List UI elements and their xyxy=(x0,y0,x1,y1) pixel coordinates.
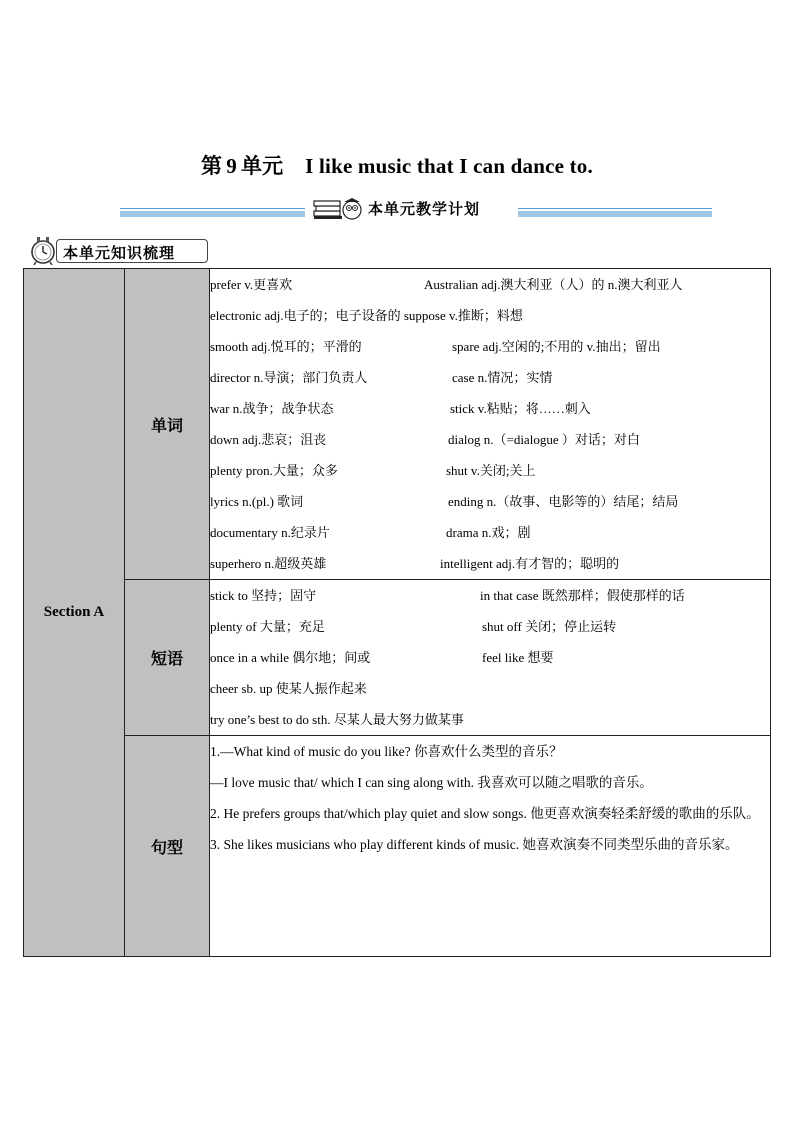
phrase-line: cheer sb. up 使某人振作起来 xyxy=(210,681,367,696)
teaching-plan-banner xyxy=(120,196,712,222)
section-tag-box xyxy=(56,239,208,263)
word-line: electronic adj.电子的；电子设备的 suppose v.推断；料想 xyxy=(210,308,523,323)
word-line: plenty pron.大量；众多 shut v.关闭;关上 xyxy=(210,463,536,478)
banner-line-left xyxy=(120,211,305,217)
unit-suffix: 单元 xyxy=(240,154,284,178)
word-line: prefer v.更喜欢 Australian adj.澳大利亚（人）的 n.澳大利亚人 xyxy=(210,277,683,292)
sentences-content xyxy=(210,736,771,957)
word-line: war n.战争；战争状态 stick v.粘贴；将……刺入 xyxy=(210,401,591,416)
phrase-line: stick to 坚持；固守 in that case 既然那样；假使那样的话 xyxy=(210,588,685,603)
word-line: smooth adj.悦耳的；平滑的 spare adj.空闲的;不用的 v.抽出；留出 xyxy=(210,339,661,354)
words-content xyxy=(210,269,771,580)
word-line: director n.导演；部门负责人 case n.情况；实情 xyxy=(210,370,553,385)
banner-title: 本单元教学计划 xyxy=(368,200,481,218)
phrases-label: 短语 xyxy=(125,580,210,736)
section-label: Section A xyxy=(24,269,125,957)
phrase-line: once in a while 偶尔地；间或 feel like 想要 xyxy=(210,650,554,665)
section-tag-label: 本单元知识梳理 xyxy=(63,244,176,262)
sentence-line: 3. She likes musicians who play different kinds of music. 她喜欢演奏不同类型乐曲的音乐家。 xyxy=(210,837,739,852)
unit-title xyxy=(0,150,794,180)
books-owl-icon xyxy=(312,197,366,221)
word-line: superhero n.超级英雄 intelligent adj.有才智的；聪明的 xyxy=(210,556,620,571)
sentence-line: 1.—What kind of music do you like? 你喜欢什么类型的音乐？ xyxy=(210,744,563,759)
word-line: documentary n.纪录片 drama n.戏；剧 xyxy=(210,525,531,540)
phrases-content xyxy=(210,580,771,736)
unit-title-text: I like music that I can dance to. xyxy=(305,154,593,178)
words-row xyxy=(24,269,771,580)
knowledge-table xyxy=(23,268,771,957)
unit-number: 9 xyxy=(226,154,237,178)
unit-label: 第 xyxy=(201,154,223,178)
phrase-line: plenty of 大量；充足 shut off 关闭；停止运转 xyxy=(210,619,617,634)
word-line: down adj.悲哀；沮丧 dialog n.（=dialogue ）对话；对白 xyxy=(210,432,640,447)
words-label: 单词 xyxy=(125,269,210,580)
phrases-row xyxy=(24,580,771,736)
knowledge-section-tag xyxy=(26,235,211,265)
phrase-line: try one’s best to do sth. 尽某人最大努力做某事 xyxy=(210,712,464,727)
clock-icon xyxy=(26,235,64,265)
sentences-label: 句型 xyxy=(125,736,210,957)
word-line: lyrics n.(pl.) 歌词 ending n.（故事、电影等的）结尾；结局 xyxy=(210,494,679,509)
sentence-line: 2. He prefers groups that/which play quiet and slow songs. 他更喜欢演奏轻柔舒缓的歌曲的乐队。 xyxy=(210,806,760,821)
banner-line-right xyxy=(518,211,712,217)
sentence-line: —I love music that/ which I can sing along with. 我喜欢可以随之唱歌的音乐。 xyxy=(210,775,653,790)
sentences-row xyxy=(24,736,771,957)
